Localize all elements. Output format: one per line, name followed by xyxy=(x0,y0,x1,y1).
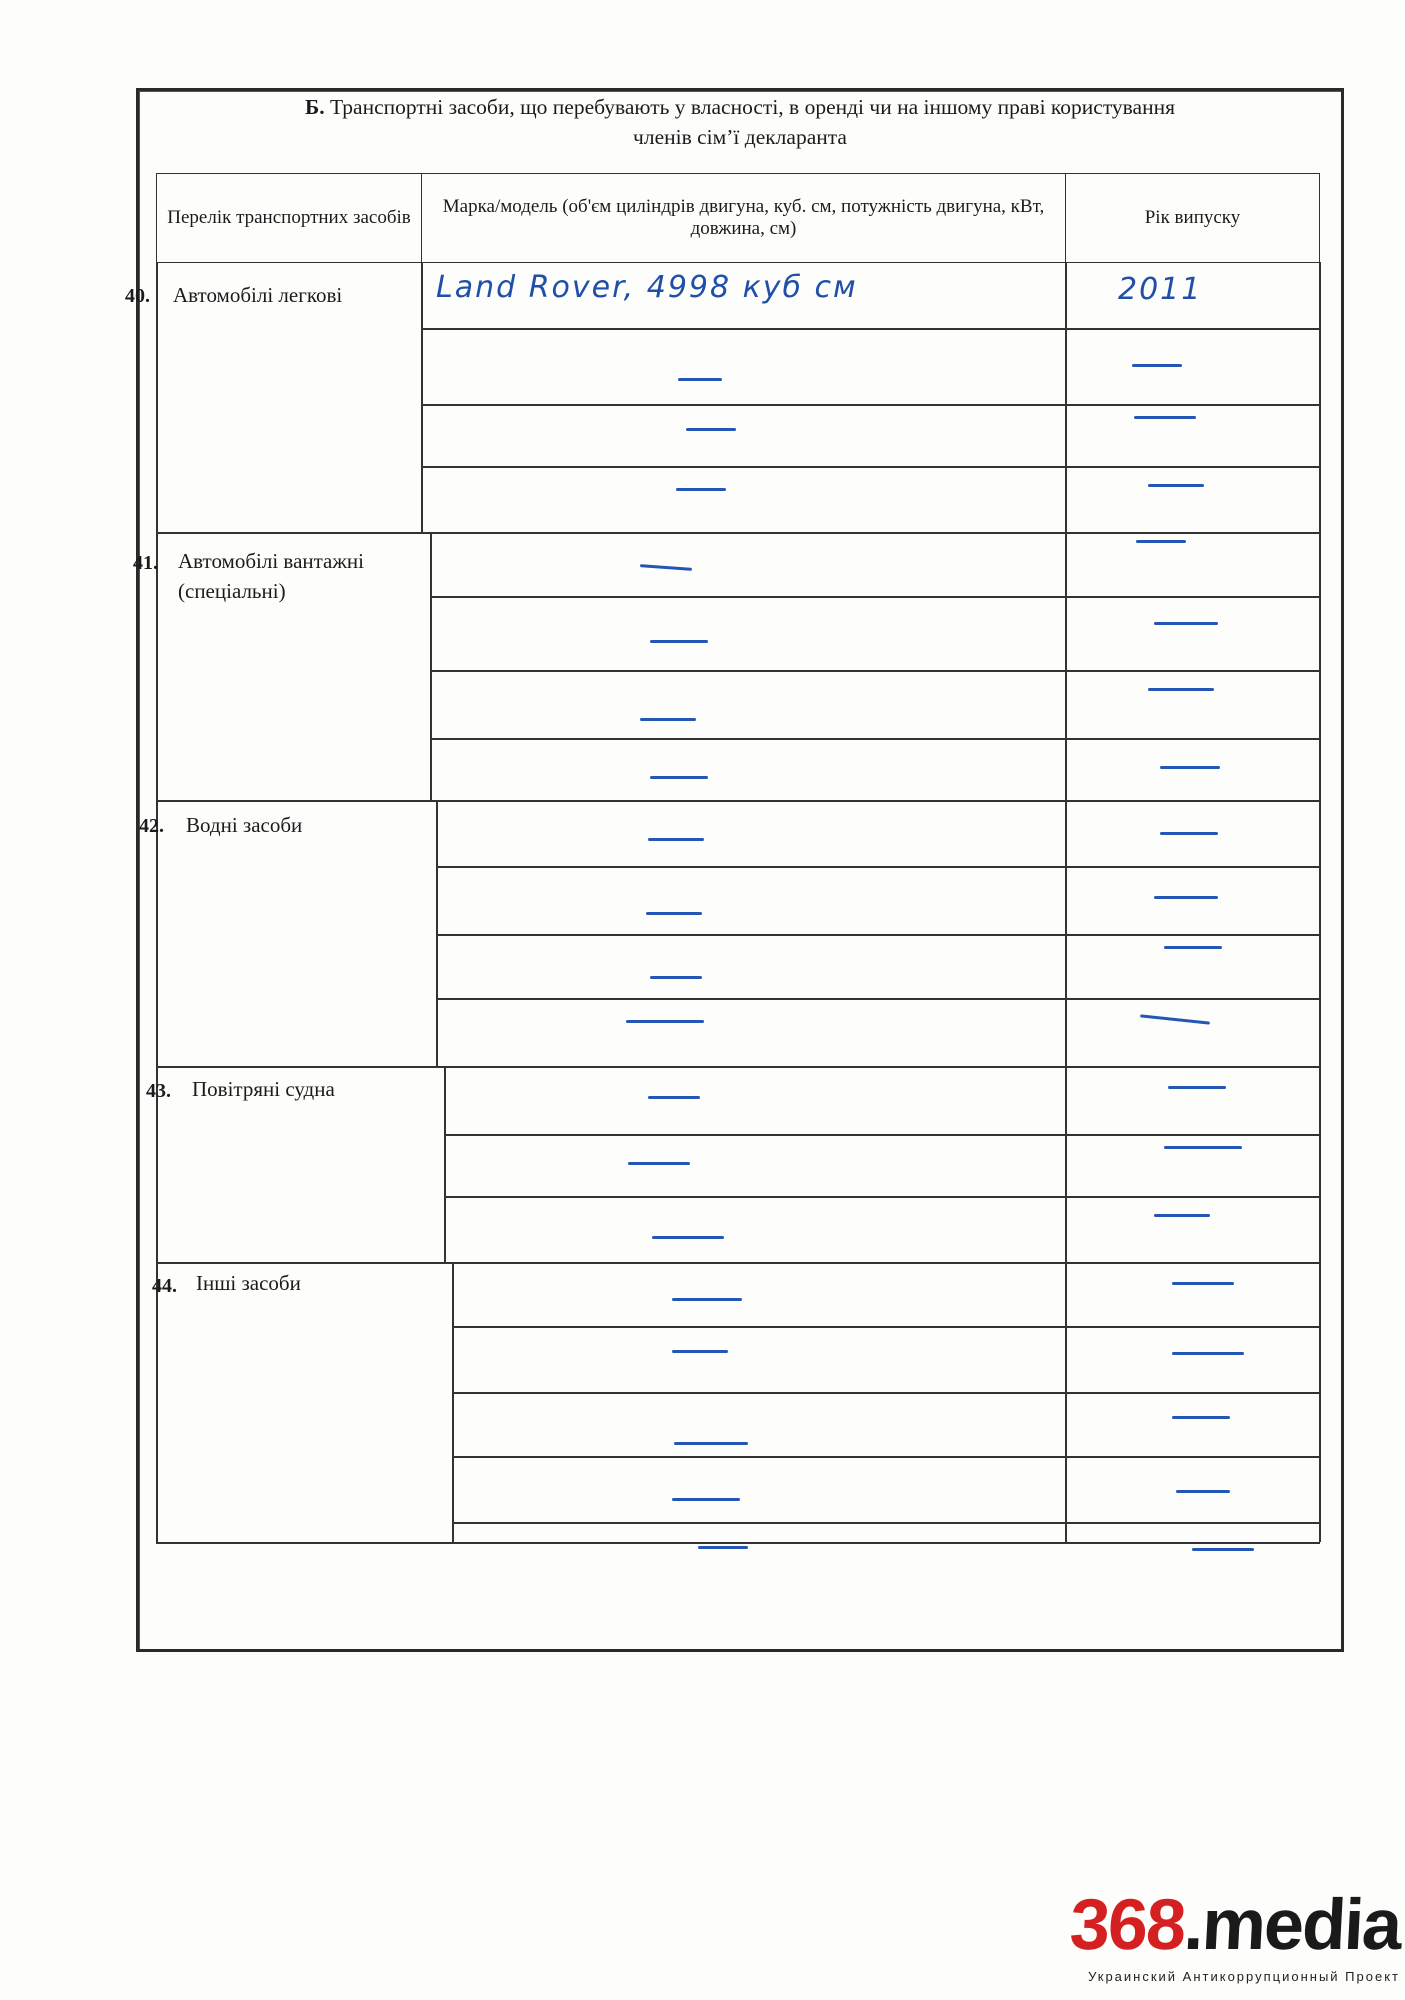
dash-mark xyxy=(686,428,736,431)
section-label: Автомобілі вантажні (спеціальні) xyxy=(178,549,364,603)
row-divider xyxy=(444,1134,1320,1136)
dash-mark xyxy=(1176,1490,1230,1493)
dash-mark xyxy=(674,1442,748,1445)
watermark-tagline: Украинский Антикоррупционный Проект xyxy=(1088,1969,1400,1984)
section-label: Інші засоби xyxy=(196,1271,301,1295)
section-heading xyxy=(136,92,1344,152)
site-watermark xyxy=(1048,1885,1405,2000)
dash-mark xyxy=(672,1498,740,1501)
dash-mark xyxy=(1134,416,1196,419)
row-divider xyxy=(452,1392,1320,1394)
section-divider xyxy=(156,532,1320,534)
row-divider xyxy=(430,596,1320,598)
dash-mark xyxy=(672,1298,742,1301)
section-number: 44. xyxy=(152,1275,177,1297)
dash-mark xyxy=(650,776,708,779)
section-number: 42. xyxy=(139,815,164,837)
row-divider xyxy=(421,404,1320,406)
handwritten-model: Land Rover, 4998 куб см xyxy=(436,270,858,305)
row-divider xyxy=(452,1456,1320,1458)
row-divider xyxy=(444,1196,1320,1198)
dash-mark xyxy=(698,1546,748,1549)
dash-mark xyxy=(1172,1282,1234,1285)
col-divider xyxy=(1065,262,1067,1542)
column-header-type: Перелік транспортних засобів xyxy=(156,173,422,263)
row-divider xyxy=(430,670,1320,672)
row-divider xyxy=(421,466,1320,468)
column-header-model: Марка/модель (об'єм циліндрів двигуна, куб. см, потужність двигуна, кВт, довжина, см) xyxy=(421,173,1066,263)
section-label: Водні засоби xyxy=(186,813,303,837)
heading-prefix: Б. xyxy=(305,95,325,119)
table-border-left xyxy=(156,262,158,1542)
row-divider xyxy=(452,1326,1320,1328)
section-number: 43. xyxy=(146,1080,171,1102)
dash-mark xyxy=(1192,1548,1254,1551)
section-number: 40. xyxy=(125,285,150,307)
row-divider xyxy=(436,934,1320,936)
heading-line1: Транспортні засоби, що перебувають у власності, в оренді чи на іншому праві користування xyxy=(329,95,1175,119)
row-divider xyxy=(452,1522,1320,1524)
dash-mark xyxy=(678,378,722,381)
col-divider xyxy=(430,532,432,800)
dash-mark xyxy=(648,838,704,841)
section-divider xyxy=(156,1066,1320,1068)
heading-line2: членів сім’ї декларанта xyxy=(633,125,847,149)
column-header-year: Рік випуску xyxy=(1065,173,1320,263)
dash-mark xyxy=(650,640,708,643)
col-divider xyxy=(436,800,438,1066)
handwritten-year: 2011 xyxy=(1118,272,1203,307)
row-divider xyxy=(430,738,1320,740)
dash-mark xyxy=(1172,1416,1230,1419)
row-divider xyxy=(421,328,1320,330)
dash-mark xyxy=(1168,1086,1226,1089)
row-divider xyxy=(436,998,1320,1000)
dash-mark xyxy=(1164,1146,1242,1149)
row-divider xyxy=(436,866,1320,868)
table-border-bottom xyxy=(156,1542,1320,1544)
dash-mark xyxy=(676,488,726,491)
section-divider xyxy=(156,800,1320,802)
col-divider xyxy=(444,1066,446,1262)
dash-mark xyxy=(1148,484,1204,487)
dash-mark xyxy=(1160,832,1218,835)
dash-mark xyxy=(1172,1352,1244,1355)
dash-mark xyxy=(1148,688,1214,691)
dash-mark xyxy=(626,1020,704,1023)
dash-mark xyxy=(1160,766,1220,769)
section-number: 41. xyxy=(133,552,158,574)
col-divider xyxy=(452,1262,454,1542)
dash-mark xyxy=(1154,622,1218,625)
dash-mark xyxy=(640,718,696,721)
dash-mark xyxy=(1136,540,1186,543)
dash-mark xyxy=(1164,946,1222,949)
dash-mark xyxy=(646,912,702,915)
dash-mark xyxy=(628,1162,690,1165)
dash-mark xyxy=(652,1236,724,1239)
dash-mark xyxy=(672,1350,728,1353)
dash-mark xyxy=(1154,1214,1210,1217)
col-divider xyxy=(421,262,423,532)
watermark-logo: 368.media xyxy=(1067,1885,1403,1965)
dash-mark xyxy=(1154,896,1218,899)
form-frame xyxy=(136,88,1344,1652)
dash-mark xyxy=(1132,364,1182,367)
dash-mark xyxy=(648,1096,700,1099)
table-border-right xyxy=(1319,262,1321,1542)
section-label: Автомобілі легкові xyxy=(173,283,343,307)
section-label: Повітряні судна xyxy=(192,1077,335,1101)
section-divider xyxy=(156,1262,1320,1264)
dash-mark xyxy=(650,976,702,979)
